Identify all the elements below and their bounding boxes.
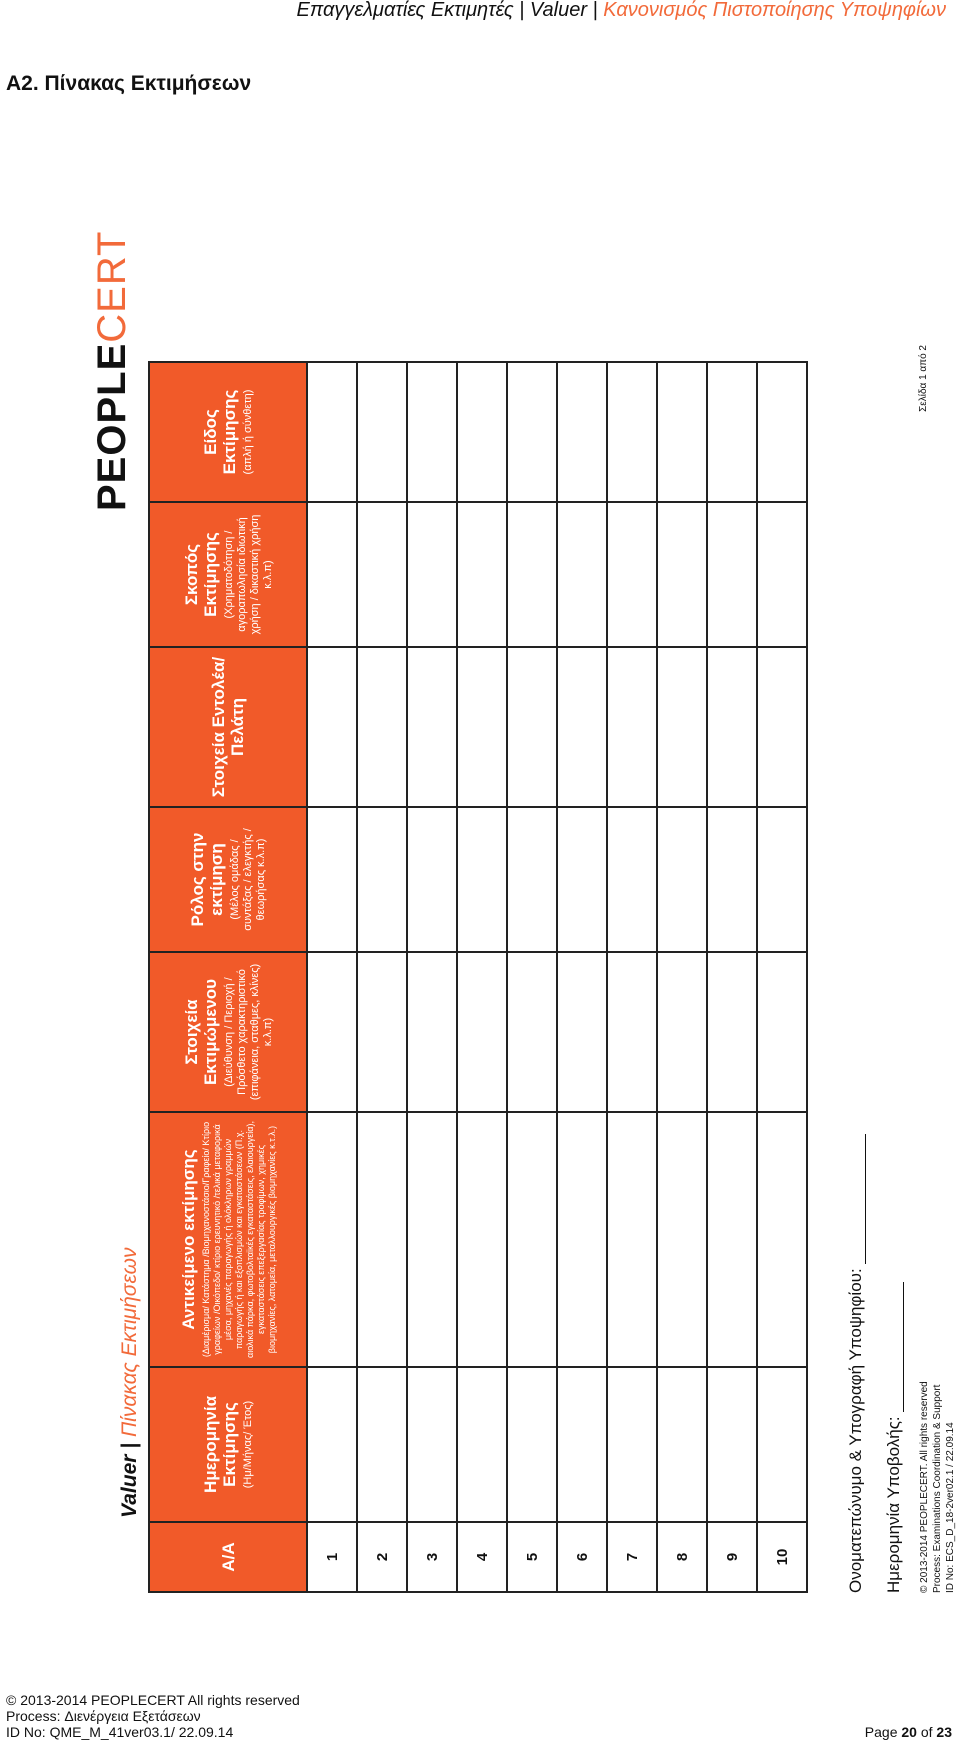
row-number: 2 [357, 1522, 407, 1592]
footer-id: ID No: QME_M_41ver03.1/ 22.09.14 [6, 1724, 234, 1740]
logo-part-people: PEOPLE [90, 342, 134, 511]
table-cell[interactable] [457, 362, 507, 502]
table-cell[interactable] [407, 1367, 457, 1522]
page-total: 23 [936, 1724, 952, 1740]
footer-process: Process: Διενέργεια Εξετάσεων [6, 1708, 201, 1724]
table-cell[interactable] [607, 1367, 657, 1522]
table-cell[interactable] [357, 502, 407, 647]
table-row [557, 362, 607, 1592]
table-cell[interactable] [507, 1367, 557, 1522]
table-cell[interactable] [507, 647, 557, 807]
table-cell[interactable] [757, 362, 807, 502]
table-cell[interactable] [307, 647, 357, 807]
sheet-footer-line1: © 2013-2014 PEOPLECERT. All rights reserved [919, 1381, 930, 1593]
table-cell[interactable] [407, 1112, 457, 1367]
candidate-signature-line [846, 1134, 866, 1593]
table-cell[interactable] [557, 807, 607, 952]
table-cell[interactable] [307, 952, 357, 1112]
table-cell[interactable] [707, 362, 757, 502]
sheet-footer [918, 1381, 957, 1593]
table-cell[interactable] [707, 647, 757, 807]
row-number: 10 [757, 1522, 807, 1592]
row-number: 6 [557, 1522, 607, 1592]
table-cell[interactable] [457, 502, 507, 647]
table-cell[interactable] [657, 362, 707, 502]
table-row [707, 362, 757, 1592]
table-cell[interactable] [607, 807, 657, 952]
row-number: 8 [657, 1522, 707, 1592]
candidate-signature-blank[interactable] [847, 1134, 866, 1264]
table-cell[interactable] [607, 1112, 657, 1367]
table-header-row [149, 362, 307, 1592]
table-cell[interactable] [557, 502, 607, 647]
table-cell[interactable] [757, 647, 807, 807]
table-row [407, 362, 457, 1592]
table-cell[interactable] [557, 1367, 607, 1522]
table-cell[interactable] [557, 952, 607, 1112]
row-number: 3 [407, 1522, 457, 1592]
table-cell[interactable] [707, 502, 757, 647]
table-cell[interactable] [707, 1367, 757, 1522]
table-cell[interactable] [707, 1112, 757, 1367]
table-cell[interactable] [357, 952, 407, 1112]
row-number: 1 [307, 1522, 357, 1592]
table-cell[interactable] [707, 952, 757, 1112]
page-footer [6, 1692, 300, 1740]
table-cell[interactable] [757, 1112, 807, 1367]
table-cell[interactable] [407, 952, 457, 1112]
table-cell[interactable] [657, 952, 707, 1112]
col-header-type: Είδος Εκτίμησης (απλή ή σύνθετη) [149, 362, 307, 502]
table-cell[interactable] [657, 647, 707, 807]
table-row [657, 362, 707, 1592]
table-cell[interactable] [307, 807, 357, 952]
table-cell[interactable] [757, 1367, 807, 1522]
submission-date-blank[interactable] [885, 1282, 904, 1412]
table-cell[interactable] [557, 362, 607, 502]
table-cell[interactable] [407, 502, 457, 647]
table-cell[interactable] [507, 807, 557, 952]
page-current: 20 [901, 1724, 917, 1740]
table-cell[interactable] [507, 952, 557, 1112]
submission-date-line [884, 1282, 904, 1593]
table-cell[interactable] [357, 362, 407, 502]
candidate-label: Ονοματεπώνυμο & Υπογραφή Υποψηφίου: [846, 1268, 865, 1593]
table-cell[interactable] [507, 1112, 557, 1367]
table-row [307, 362, 357, 1592]
table-cell[interactable] [607, 362, 657, 502]
table-cell[interactable] [557, 647, 607, 807]
col-header-date: Ημερομηνία Εκτίμησης (Ημ/Μήνας/ Έτος) [149, 1367, 307, 1522]
table-cell[interactable] [657, 1112, 707, 1367]
header-accent: Κανονισμός Πιστοποίησης Υποψηφίων [603, 0, 946, 21]
table-cell[interactable] [757, 952, 807, 1112]
table-cell[interactable] [757, 502, 807, 647]
peoplecert-logo [90, 231, 135, 511]
table-cell[interactable] [757, 807, 807, 952]
table-cell[interactable] [607, 502, 657, 647]
sheet-title [118, 1247, 142, 1518]
table-cell[interactable] [407, 807, 457, 952]
table-cell[interactable] [507, 502, 557, 647]
valuations-table [148, 361, 808, 1593]
col-header-object: Αντικείμενο εκτίμησης (Διαμέρισμα/ Κατάστημα /Βιομηχανοστάσιο/Γραφείο/ Κτίριο γραφείων /Οικόπεδο/ κτίριο ερευνητικό /τελικά μεταφορικά μέσα, μηχανές παραγωγής ή ολόκληρων γραμμών παραγωγής ή και εξοπλισμών και εγκαταστάσεων (Π.χ. αιολικά πάρκα, φωτοβολταϊκές εγκαταστάσεις, ελαιουργεία), εγκαταστάσεις επεξεργασίας τροφίμων, χημικές βιομηχανίες, λατομεία, μεταλλουργικές βιομηχανίες κ.τ.λ.) [149, 1112, 307, 1367]
logo-part-cert: CERT [90, 230, 134, 343]
table-cell[interactable] [607, 952, 657, 1112]
table-cell[interactable] [507, 362, 557, 502]
table-cell[interactable] [357, 647, 407, 807]
table-cell[interactable] [457, 1112, 507, 1367]
table-cell[interactable] [557, 1112, 607, 1367]
section-title: Α2. Πίνακας Εκτιμήσεων [6, 72, 252, 95]
row-number: 7 [607, 1522, 657, 1592]
table-cell[interactable] [457, 1367, 507, 1522]
row-number: 4 [457, 1522, 507, 1592]
col-header-purpose: Σκοπός Εκτίμησης (Χρηματοδότηση / αγοραπωλησία ιδιωτική χρήση / δικαστική χρήση κ.λ.π) [149, 502, 307, 647]
table-row [357, 362, 407, 1592]
table-row [607, 362, 657, 1592]
row-number: 9 [707, 1522, 757, 1592]
rotated-valuation-sheet [78, 230, 960, 1723]
table-cell[interactable] [607, 647, 657, 807]
row-number: 5 [507, 1522, 557, 1592]
table-cell[interactable] [657, 502, 707, 647]
table-cell[interactable] [307, 1112, 357, 1367]
table-cell[interactable] [457, 647, 507, 807]
table-cell[interactable] [307, 502, 357, 647]
sheet-footer-line2: Process: Examinations Coordination & Support [932, 1384, 943, 1593]
table-cell[interactable] [307, 362, 357, 502]
page-number: Page 20 of 23 [864, 1724, 952, 1740]
sheet-footer-line3: ID No: ECS_D_18-2ver02.1 / 22.09.14 [945, 1422, 956, 1593]
col-header-role: Ρόλος στην εκτίμηση (Μέλος ομάδας / συντάξας / ελεγκτής / θεωρήσας κ.λ.π) [149, 807, 307, 952]
table-row [457, 362, 507, 1592]
table-cell[interactable] [407, 647, 457, 807]
sheet-page-label: Σελίδα 1 από 2 [918, 345, 929, 412]
table-cell[interactable] [357, 1367, 407, 1522]
table-cell[interactable] [357, 1112, 407, 1367]
header-prefix: Επαγγελματίες Εκτιμητές | Valuer | [296, 0, 604, 21]
col-header-aa: Α/Α [149, 1522, 307, 1592]
table-cell[interactable] [657, 1367, 707, 1522]
sheet-title-prefix: Valuer | [118, 1437, 141, 1518]
footer-copyright: © 2013-2014 PEOPLECERT All rights reserved [6, 1692, 300, 1708]
page-header [297, 0, 947, 24]
date-label: Ημερομηνία Υποβολής: [884, 1416, 903, 1593]
table-row [507, 362, 557, 1592]
table-cell[interactable] [357, 807, 407, 952]
sheet-title-accent: Πίνακας Εκτιμήσεων [118, 1247, 141, 1438]
table-cell[interactable] [707, 807, 757, 952]
col-header-client: Στοιχεία Εντολέα/ Πελάτη [149, 647, 307, 807]
col-header-property-details: Στοιχεία Εκτιμώμενου (Διεύθυνση / Περιοχή / Πρόσθετο χαρακτηριστικό (επιφάνεια, σταθμες, κλίνες) κ.λ.π) [149, 952, 307, 1112]
table-row [757, 362, 807, 1592]
table-cell[interactable] [307, 1367, 357, 1522]
table-cell[interactable] [457, 807, 507, 952]
table-cell[interactable] [457, 952, 507, 1112]
table-cell[interactable] [657, 807, 707, 952]
table-cell[interactable] [407, 362, 457, 502]
